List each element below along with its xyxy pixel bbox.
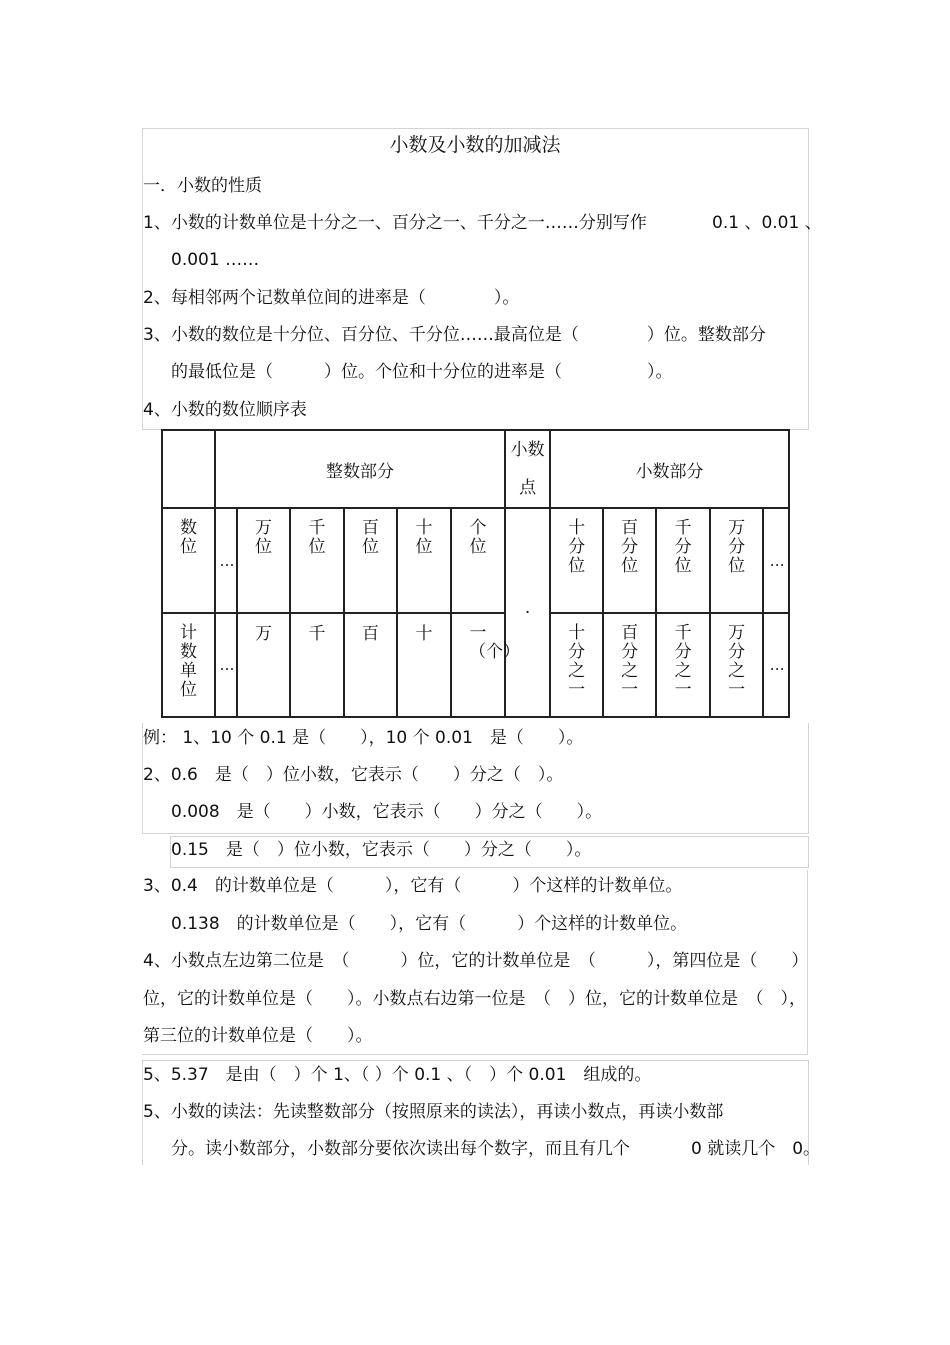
unit-label: 十分之一 [568,623,586,700]
unit-cell [237,613,290,717]
item-1-text: 1、小数的计数单位是十分之一、百分之一、千分之一……分别写作 [143,213,647,233]
unit-label: 百分之一 [621,623,639,700]
example-line: 0.138 的计数单位是（ ），它有（ ）个这样的计数单位。 [171,914,688,934]
unit-cell [550,613,603,717]
position-label: 个位 [469,518,487,557]
item-2: 2、每相邻两个记数单位间的进率是（ ）。 [143,288,520,308]
ellipsis-int [215,613,237,717]
unit-label: 千 [308,624,326,644]
item-4: 4、小数的数位顺序表 [143,400,307,420]
unit-label: 十 [415,624,433,644]
example-line: 5、5.37 是由（ ）个 1、（ ）个 0.1 、（ ）个 0.01 组成的。 [143,1065,652,1085]
decimal-point-header [505,430,550,508]
example-line: 分。读小数部分，小数部分要依次读出每个数字，而且有几个 [171,1139,630,1159]
position-label: 百分位 [621,518,639,576]
example-line: 0.15 是（ ）位小数，它表示（ ）分之（ ）。 [171,840,592,860]
ellipsis-dec-text: … [769,656,783,674]
position-label: 十分位 [568,518,586,576]
example-line: 0 就读几个 0。 [691,1139,821,1159]
item-3-line1: 3、小数的数位是十分位、百分位、千分位……最高位是（ ）位。整数部分 [143,325,766,345]
decimal-point-cell [505,508,550,717]
table-position-row [162,508,789,613]
position-cell [451,508,505,613]
decimal-part-header: 小数部分 [550,430,789,508]
unit-cell [710,613,763,717]
position-label: 万分位 [728,518,746,576]
unit-label: 万 [255,624,272,644]
item-1-cont: 0.001 …… [171,250,260,270]
item-3-line2: 的最低位是（ ）位。个位和十分位的进率是（ ）。 [171,362,673,382]
unit-label: 万分之一 [728,623,746,700]
ellipsis-dec-text: … [769,551,783,570]
example-line: 第三位的计数单位是（ ）。 [143,1026,373,1046]
example-line: 2、0.6 是（ ）位小数，它表示（ ）分之（ ）。 [143,765,564,785]
ellipsis-dec [763,613,789,717]
position-cell [710,508,763,613]
position-cell [237,508,290,613]
unit-cell [344,613,397,717]
position-cell [603,508,656,613]
decimal-point-label: 小数点 [510,440,545,498]
example-line: 例： 1、10 个 0.1 是（ ），10 个 0.01 是（ ）。 [143,728,584,748]
row-label-position [162,508,215,613]
position-label: 万位 [255,518,272,557]
corner-cell [162,430,215,508]
unit-label: 千分之一 [674,623,692,700]
frame-top [142,128,809,430]
item-1-values: 0.1 、0.01 、 [712,213,822,233]
position-cell [290,508,344,613]
example-line: 3、0.4 的计数单位是（ ），它有（ ）个这样的计数单位。 [143,876,683,896]
decimal-point-dot: · [524,602,531,623]
unit-label: 一（个） [469,623,521,662]
row-label-position-text: 数位 [180,518,197,557]
unit-cell [656,613,710,717]
position-label: 千位 [308,518,326,557]
section-heading: 一．小数的性质 [143,176,262,196]
integer-part-header: 整数部分 [215,430,505,508]
row-label-unit-text: 计数单位 [180,623,197,700]
ellipsis-int-text: … [219,656,233,674]
example-line: 4、小数点左边第二位是 （ ）位，它的计数单位是 （ ），第四位是（ ） [143,951,809,971]
unit-cell [451,613,521,717]
position-label: 十位 [415,518,433,557]
example-line: 位，它的计数单位是（ ）。小数点右边第一位是 （ ）位，它的计数单位是 （ ）， [143,989,806,1009]
unit-cell [397,613,451,717]
table-header-row [162,430,789,508]
ellipsis-int-text: … [219,551,233,570]
position-label: 百位 [362,518,379,557]
row-label-unit [162,613,215,717]
table-unit-row [162,613,789,717]
example-line: 0.008 是（ ）小数，它表示（ ）分之（ ）。 [171,802,603,822]
unit-cell [290,613,344,717]
place-value-table [161,429,790,718]
unit-cell [603,613,656,717]
position-cell [344,508,397,613]
unit-label: 百 [362,624,379,644]
ellipsis-int [215,508,237,613]
position-cell [656,508,710,613]
position-label: 千分位 [674,518,692,576]
page-title: 小数及小数的加减法 [389,134,561,156]
ellipsis-dec [763,508,789,613]
example-line: 5、小数的读法：先读整数部分（按照原来的读法），再读小数点，再读小数部 [143,1102,724,1122]
position-cell [550,508,603,613]
position-cell [397,508,451,613]
